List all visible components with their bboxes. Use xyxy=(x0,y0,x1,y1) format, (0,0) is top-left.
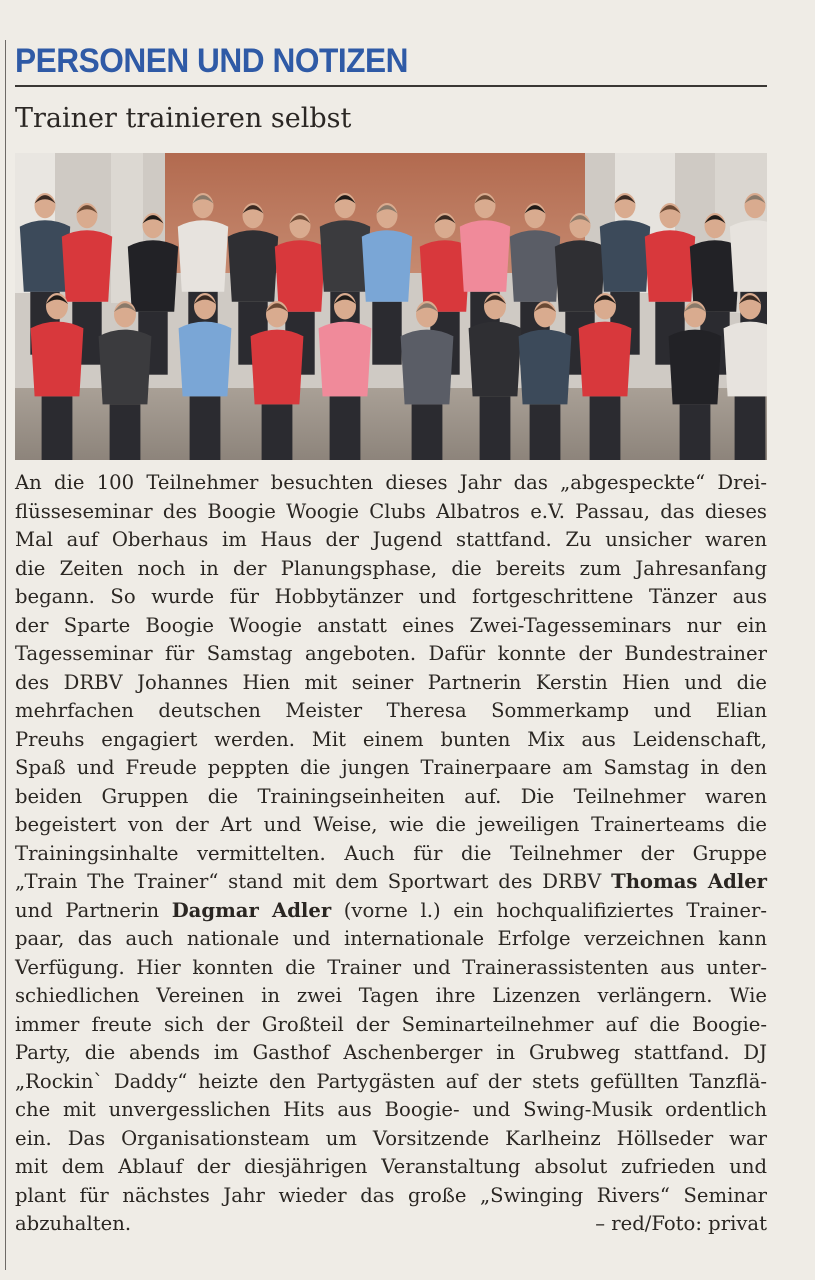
article-line xyxy=(15,1210,767,1239)
article-line: Preuhs engagiert werden. Mit einem bunten Mix aus Leidenschaft, xyxy=(15,727,767,751)
article-line: mehrfachen deutschen Meister Theresa Sommerkamp und Elian xyxy=(15,699,767,722)
article-line: Tagesseminar für Samstag angeboten. Dafür konnte der Bundestrainer xyxy=(15,642,767,665)
article-line: des DRBV Johannes Hien mit seiner Partnerin Kerstin Hien und die xyxy=(15,670,767,694)
article-line: flüsseseminar des Boogie Woogie Clubs Albatros e.V. Passau, das dieses xyxy=(15,499,767,523)
photo-credit: – red/Foto: privat xyxy=(595,1212,767,1235)
article-line: beiden Gruppen die Trainingseinheiten auf. Die Teilnehmer waren xyxy=(15,784,767,808)
column-rule xyxy=(5,40,6,1270)
article-text: „Train The Trainer“ stand mit dem Sportwart des DRBV xyxy=(15,870,612,893)
article-line: schiedlichen Vereinen in zwei Tagen ihre Lizenzen verlängern. Wie xyxy=(15,984,767,1007)
group-photo-image xyxy=(15,153,767,460)
article-text: (vorne l.) ein hochqualifiziertes Trainer- xyxy=(331,898,767,922)
article-line: der Sparte Boogie Woogie anstatt eines Zwei-Tagesseminars nur ein xyxy=(15,613,767,637)
article-line: begann. So wurde für Hobbytänzer und fortgeschrittene Tänzer aus xyxy=(15,585,767,608)
article-text: und Partnerin xyxy=(15,898,172,922)
article-line: Party, die abends im Gasthof Aschenberger in Grubweg stattfand. DJ xyxy=(15,1041,767,1064)
article-line: mit dem Ablauf der diesjährigen Veranstaltung absolut zufrieden und xyxy=(15,1155,767,1178)
article-line: Mal auf Oberhaus im Haus der Jugend stattfand. Zu unsicher waren xyxy=(15,528,767,551)
article-line: immer freute sich der Großteil der Seminarteilnehmer auf die Boogie- xyxy=(15,1012,767,1036)
section-divider xyxy=(15,85,767,87)
article-line: begeistert von der Art und Weise, wie die jeweiligen Trainerteams die xyxy=(15,813,767,836)
article-body xyxy=(15,469,767,1239)
article-line: die Zeiten noch in der Planungsphase, die bereits zum Jahresanfang xyxy=(15,556,767,580)
article-headline: Trainer trainieren selbst xyxy=(15,103,352,134)
group-photo xyxy=(15,153,767,460)
article-line xyxy=(15,868,767,897)
article-line: Trainingsinhalte vermittelten. Auch für die Teilnehmer der Gruppe xyxy=(15,841,767,865)
article-line: An die 100 Teilnehmer besuchten dieses Jahr das „abgespeckte“ Drei- xyxy=(15,471,767,494)
article-line: Spaß und Freude peppten die jungen Trainerpaare am Samstag in den xyxy=(15,756,767,779)
article-line xyxy=(15,897,767,926)
person-name-bold: Thomas Adler xyxy=(611,870,767,893)
person-name-bold: Dagmar Adler xyxy=(171,898,332,922)
article-line: „Rockin` Daddy“ heizte den Partygästen auf der stets gefüllten Tanzflä- xyxy=(15,1069,767,1093)
article-line: paar, das auch nationale und internationale Erfolge verzeichnen kann xyxy=(15,927,767,950)
section-title: PERSONEN UND NOTIZEN xyxy=(15,42,409,80)
article-text: abzuhalten. xyxy=(15,1212,132,1235)
article-line: che mit unvergesslichen Hits aus Boogie- und Swing-Musik ordentlich xyxy=(15,1098,767,1121)
article-line: plant für nächstes Jahr wieder das große „Swinging Rivers“ Seminar xyxy=(15,1183,767,1207)
article-line: ein. Das Organisationsteam um Vorsitzende Karlheinz Höllseder war xyxy=(15,1126,767,1150)
article-line: Verfügung. Hier konnten die Trainer und Trainerassistenten aus unter- xyxy=(15,955,767,979)
